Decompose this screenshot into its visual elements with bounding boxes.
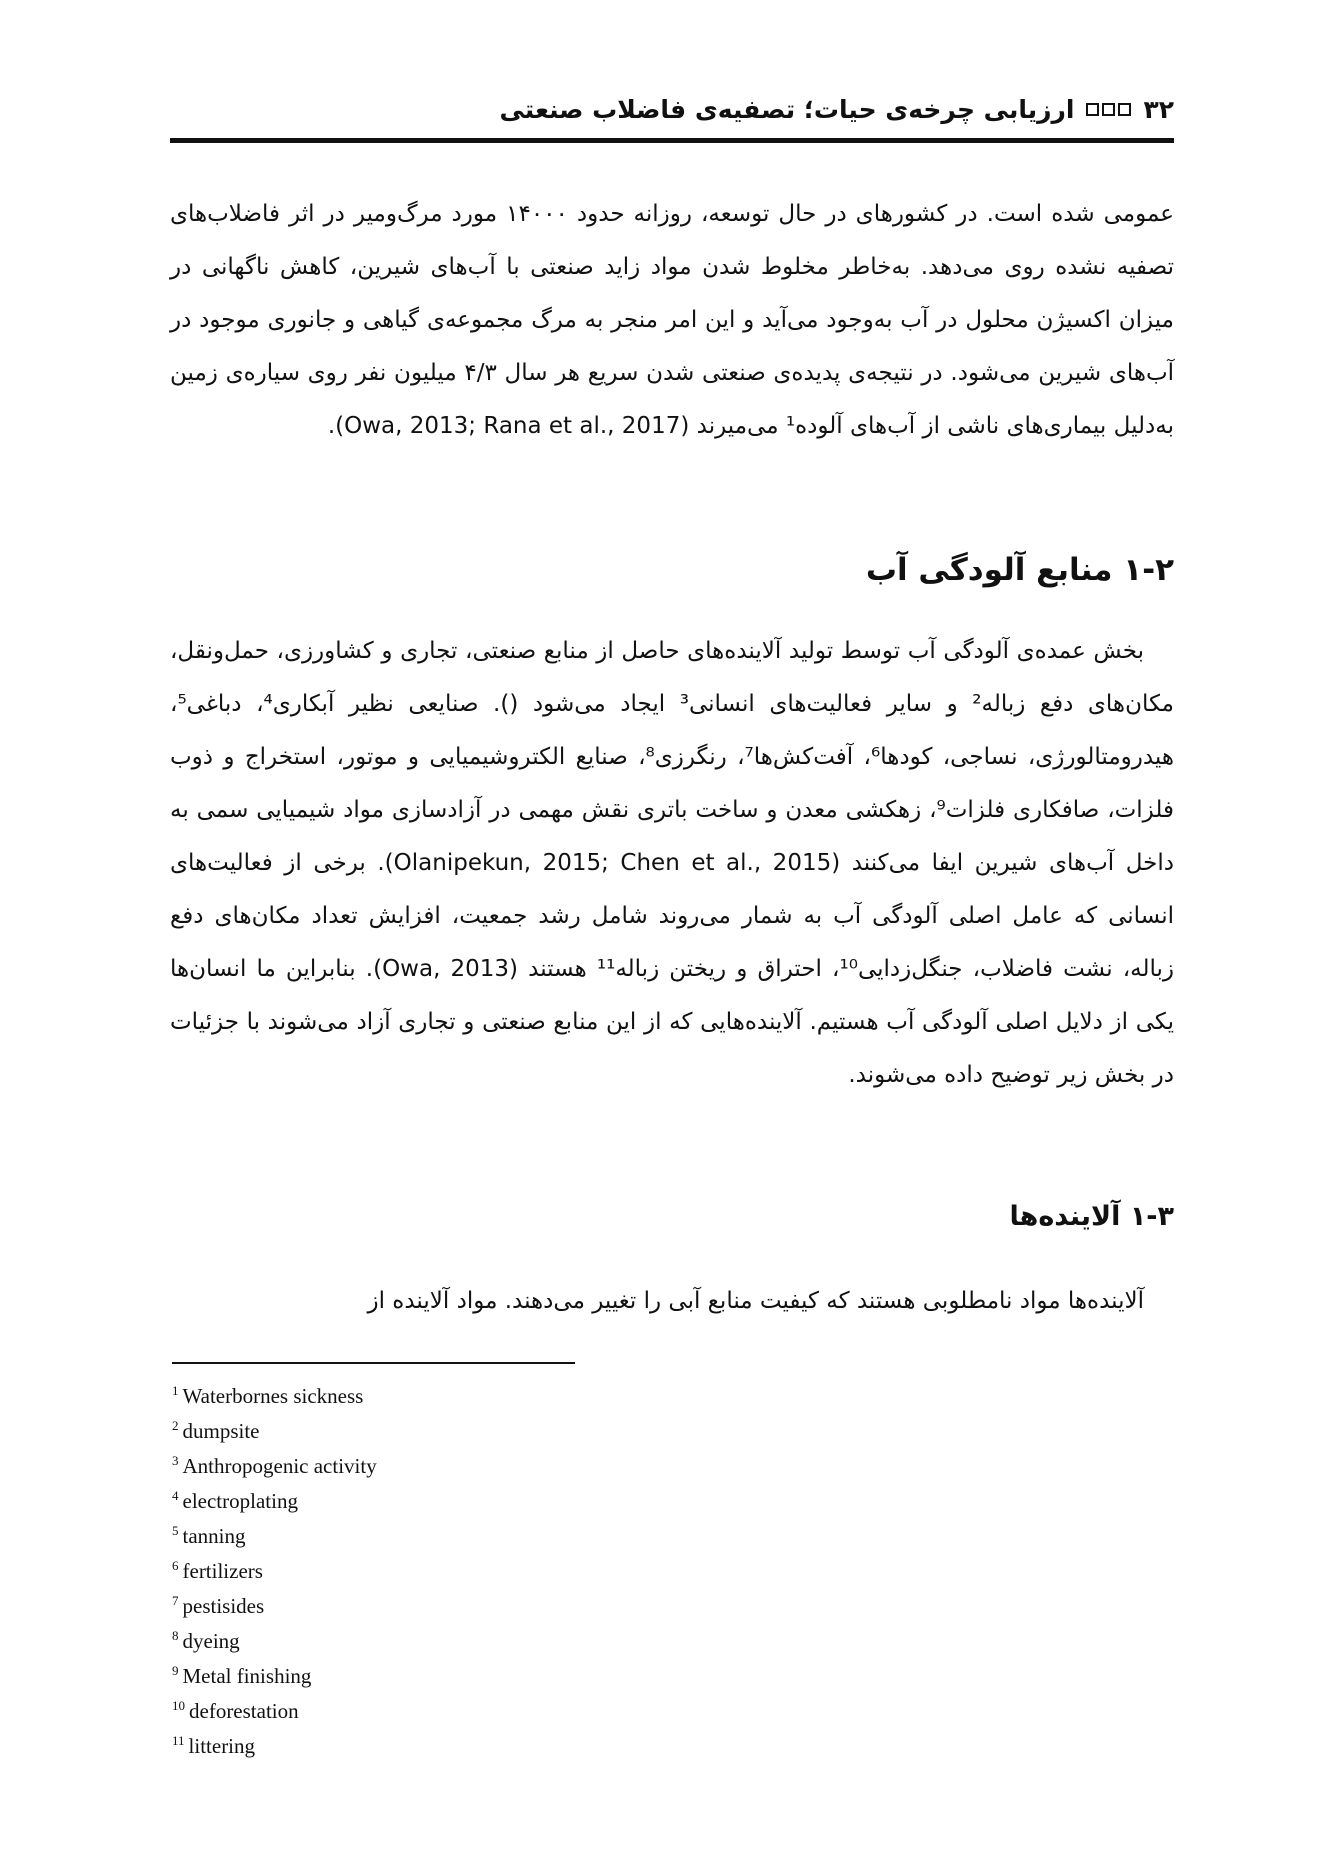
running-title: ارزیابی چرخه‌ی حیات؛ تصفیه‌ی فاضلاب صنعتی xyxy=(499,94,1075,124)
header-divider xyxy=(170,138,1174,143)
footnote-text: electroplating xyxy=(182,1489,298,1513)
footnote-item xyxy=(172,1551,692,1586)
footnote-item xyxy=(172,1376,692,1411)
footnote-number: 5 xyxy=(172,1523,179,1538)
footnote-item xyxy=(172,1411,692,1446)
page-number: ۳۲ xyxy=(1143,94,1174,124)
footnote-number: 4 xyxy=(172,1488,179,1503)
footnote-text: deforestation xyxy=(189,1699,299,1723)
footnote-item xyxy=(172,1516,692,1551)
section-2-body xyxy=(170,1275,1174,1328)
footnote-number: 10 xyxy=(172,1698,185,1713)
footnote-text: littering xyxy=(188,1734,256,1758)
ornament-squares-icon xyxy=(1086,103,1131,116)
footnotes xyxy=(172,1376,692,1761)
footnote-text: pestisides xyxy=(182,1594,265,1618)
section-heading-water-pollution-sources: ۱-۲ منابع آلودگی آب xyxy=(865,552,1174,588)
intro-text: عمومی شده است. در کشورهای در حال توسعه، روزانه حدود ۱۴۰۰۰ مورد مرگ‌ومیر در اثر فاضلاب‌های تصفیه نشده روی می‌دهد. به‌خاطر مخلوط شدن مواد زاید صنعتی با آب‌های شیرین، کاهش ناگهانی در میزان اکسیژن محلول در آب به‌وجود می‌آید و این امر منجر به مرگ مجموعه‌ی گیاهی و جانوری موجود در آب‌های شیرین می‌شود. در نتیجه‌ی پدیده‌ی صنعتی شدن سریع هر سال ۴/۳ میلیون نفر روی سیاره‌ی زمین به‌دلیل بیماری‌های ناشی از آب‌های آلوده¹ می‌میرند (Owa, 2013; Rana et al., 2017). xyxy=(170,201,1175,439)
footnote-item xyxy=(172,1481,692,1516)
footnote-number: 1 xyxy=(172,1383,179,1398)
footnote-text: tanning xyxy=(182,1524,246,1548)
footnote-item xyxy=(172,1586,692,1621)
footnote-item xyxy=(172,1621,692,1656)
footnote-number: 6 xyxy=(172,1558,179,1573)
footnote-number: 7 xyxy=(172,1593,179,1608)
section-1-body xyxy=(170,625,1174,1102)
footnote-text: Metal finishing xyxy=(182,1664,312,1688)
footnote-item xyxy=(172,1691,692,1726)
footnote-number: 2 xyxy=(172,1418,179,1433)
footnote-item xyxy=(172,1446,692,1481)
footnote-number: 11 xyxy=(172,1733,185,1748)
running-header xyxy=(170,84,1174,134)
footnote-number: 9 xyxy=(172,1663,179,1678)
footnote-text: Anthropogenic activity xyxy=(182,1454,377,1478)
footnote-text: dumpsite xyxy=(182,1419,260,1443)
footnote-number: 3 xyxy=(172,1453,179,1468)
footnote-divider xyxy=(172,1362,575,1364)
footnote-text: dyeing xyxy=(182,1629,240,1653)
section-1-paragraph: بخش عمده‌ی آلودگی آب توسط تولید آلاینده‌های حاصل از منابع صنعتی، تجاری و کشاورزی، حمل‌ونقل، مکان‌های دفع زباله² و سایر فعالیت‌های انسانی³ ایجاد می‌شود (). صنایعی نظیر آبکاری⁴، دباغی⁵، هیدرومتالورژی، نساجی، کودها⁶، آفت‌کش‌ها⁷، رنگرزی⁸، صنایع الکتروشیمیایی و موتور، استخراج و ذوب فلزات، صافکاری فلزات⁹، زهکشی معدن و ساخت باتری نقش مهمی در آزادسازی مواد شیمیایی سمی به داخل آب‌های شیرین ایفا می‌کنند (Olanipekun, 2015; Chen et al., 2015). برخی از فعالیت‌های انسانی که عامل اصلی آلودگی آب به شمار می‌روند شامل رشد جمعیت، افزایش تعداد مکان‌های دفع زباله، نشت فاضلاب، جنگل‌زدایی¹⁰، احتراق و ریختن زباله¹¹ هستند (Owa, 2013). بنابراین ما انسان‌ها یکی از دلایل اصلی آلودگی آب هستیم. آلاینده‌هایی که از این منابع صنعتی و تجاری آزاد می‌شوند با جزئیات در بخش زیر توضیح داده می‌شوند. xyxy=(170,638,1175,1088)
footnote-item xyxy=(172,1656,692,1691)
footnote-text: Waterbornes sickness xyxy=(182,1384,364,1408)
footnote-item xyxy=(172,1726,692,1761)
section-2-paragraph: آلاینده‌ها مواد نامطلوبی هستند که کیفیت منابع آبی را تغییر می‌دهند. مواد آلاینده از xyxy=(367,1288,1144,1314)
footnote-text: fertilizers xyxy=(182,1559,263,1583)
section-heading-pollutants: ۱-۳ آلاینده‌ها xyxy=(1009,1201,1174,1232)
intro-paragraph xyxy=(170,188,1174,453)
footnote-number: 8 xyxy=(172,1628,179,1643)
